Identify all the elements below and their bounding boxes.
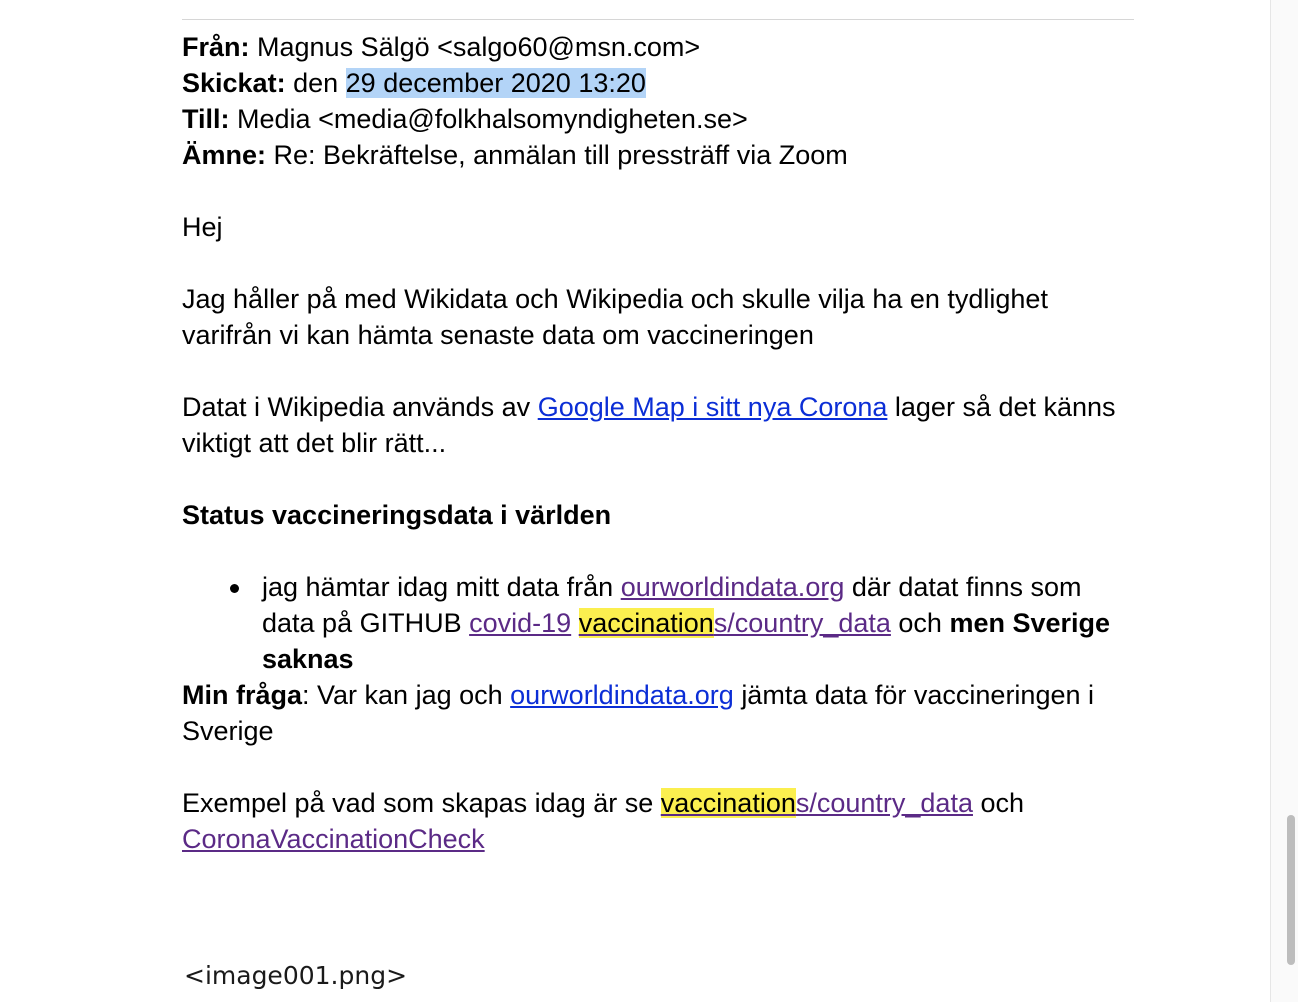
vertical-scrollbar[interactable] — [1270, 0, 1298, 1002]
link-rest: s/country_data — [795, 788, 973, 818]
corona-vaccination-check-link[interactable]: CoronaVaccinationCheck — [182, 824, 485, 854]
header-divider — [182, 19, 1134, 20]
bullet-bold-text: men Sverige saknas — [262, 608, 1111, 674]
link-rest: s/country_data — [713, 608, 891, 638]
header-sent — [182, 65, 1134, 101]
search-highlight: vaccination — [578, 608, 714, 638]
to-value: Media <media@folkhalsomyndigheten.se> — [237, 104, 748, 134]
header-from — [182, 29, 1134, 65]
to-label: Till: — [182, 104, 230, 134]
sent-label: Skickat: — [182, 68, 286, 98]
subject-label: Ämne: — [182, 140, 267, 170]
google-map-link[interactable]: Google Map i sitt nya Corona — [537, 392, 888, 422]
bullet-text-3: och — [898, 608, 942, 638]
greeting: Hej — [182, 212, 223, 242]
scrollbar-thumb[interactable] — [1287, 815, 1295, 965]
bullet-text-2: där datat finns som data på GITHUB — [262, 572, 1082, 638]
question-label: Min fråga — [182, 680, 303, 710]
sent-value-selected[interactable]: 29 december 2020 13:20 — [345, 68, 646, 98]
email-headers — [182, 29, 1134, 173]
from-value: Magnus Sälgö <salgo60@msn.com> — [257, 32, 701, 62]
example-paragraph — [182, 785, 1134, 857]
covid19-link[interactable]: covid-19 — [469, 608, 572, 638]
question-text-2: jämta data för vaccineringen i Sverige — [182, 680, 1094, 746]
ourworldindata-link[interactable]: ourworldindata.org — [620, 572, 845, 602]
sent-prefix: den — [293, 68, 339, 98]
question-paragraph — [182, 677, 1134, 749]
vaccinations-country-data-link-2[interactable] — [661, 788, 973, 818]
subject-value: Re: Bekräftelse, anmälan till pressträff via Zoom — [273, 140, 848, 170]
vaccinations-country-data-link[interactable] — [579, 608, 891, 638]
email-body — [182, 209, 1134, 893]
from-label: Från: — [182, 32, 250, 62]
bullet-dot-icon — [230, 584, 239, 593]
paragraph-wikidata: Jag håller på med Wikidata och Wikipedia och skulle vilja ha en tydlighet varifrån vi kan hämta senaste data om vaccineringen — [182, 284, 1048, 350]
search-highlight: vaccination — [660, 788, 796, 818]
attachment-placeholder[interactable]: <image001.png> — [184, 961, 408, 990]
question-text-1: : Var kan jag och — [302, 680, 503, 710]
example-text-2: och — [980, 788, 1025, 818]
header-to — [182, 101, 1134, 137]
paragraph-google-map — [182, 389, 1134, 461]
example-text-1: Exempel på vad som skapas idag är se — [182, 788, 654, 818]
para2-text-after: lager så det känns viktigt att det blir rätt... — [182, 392, 1116, 458]
header-subject — [182, 137, 1134, 173]
bullet-list — [182, 569, 1134, 677]
list-item — [262, 569, 1134, 677]
ourworldindata-link-2[interactable]: ourworldindata.org — [510, 680, 734, 710]
bullet-text-1: jag hämtar idag mitt data från — [262, 572, 614, 602]
section-heading: Status vaccineringsdata i världen — [182, 500, 612, 530]
para2-text-before: Datat i Wikipedia används av — [182, 392, 531, 422]
